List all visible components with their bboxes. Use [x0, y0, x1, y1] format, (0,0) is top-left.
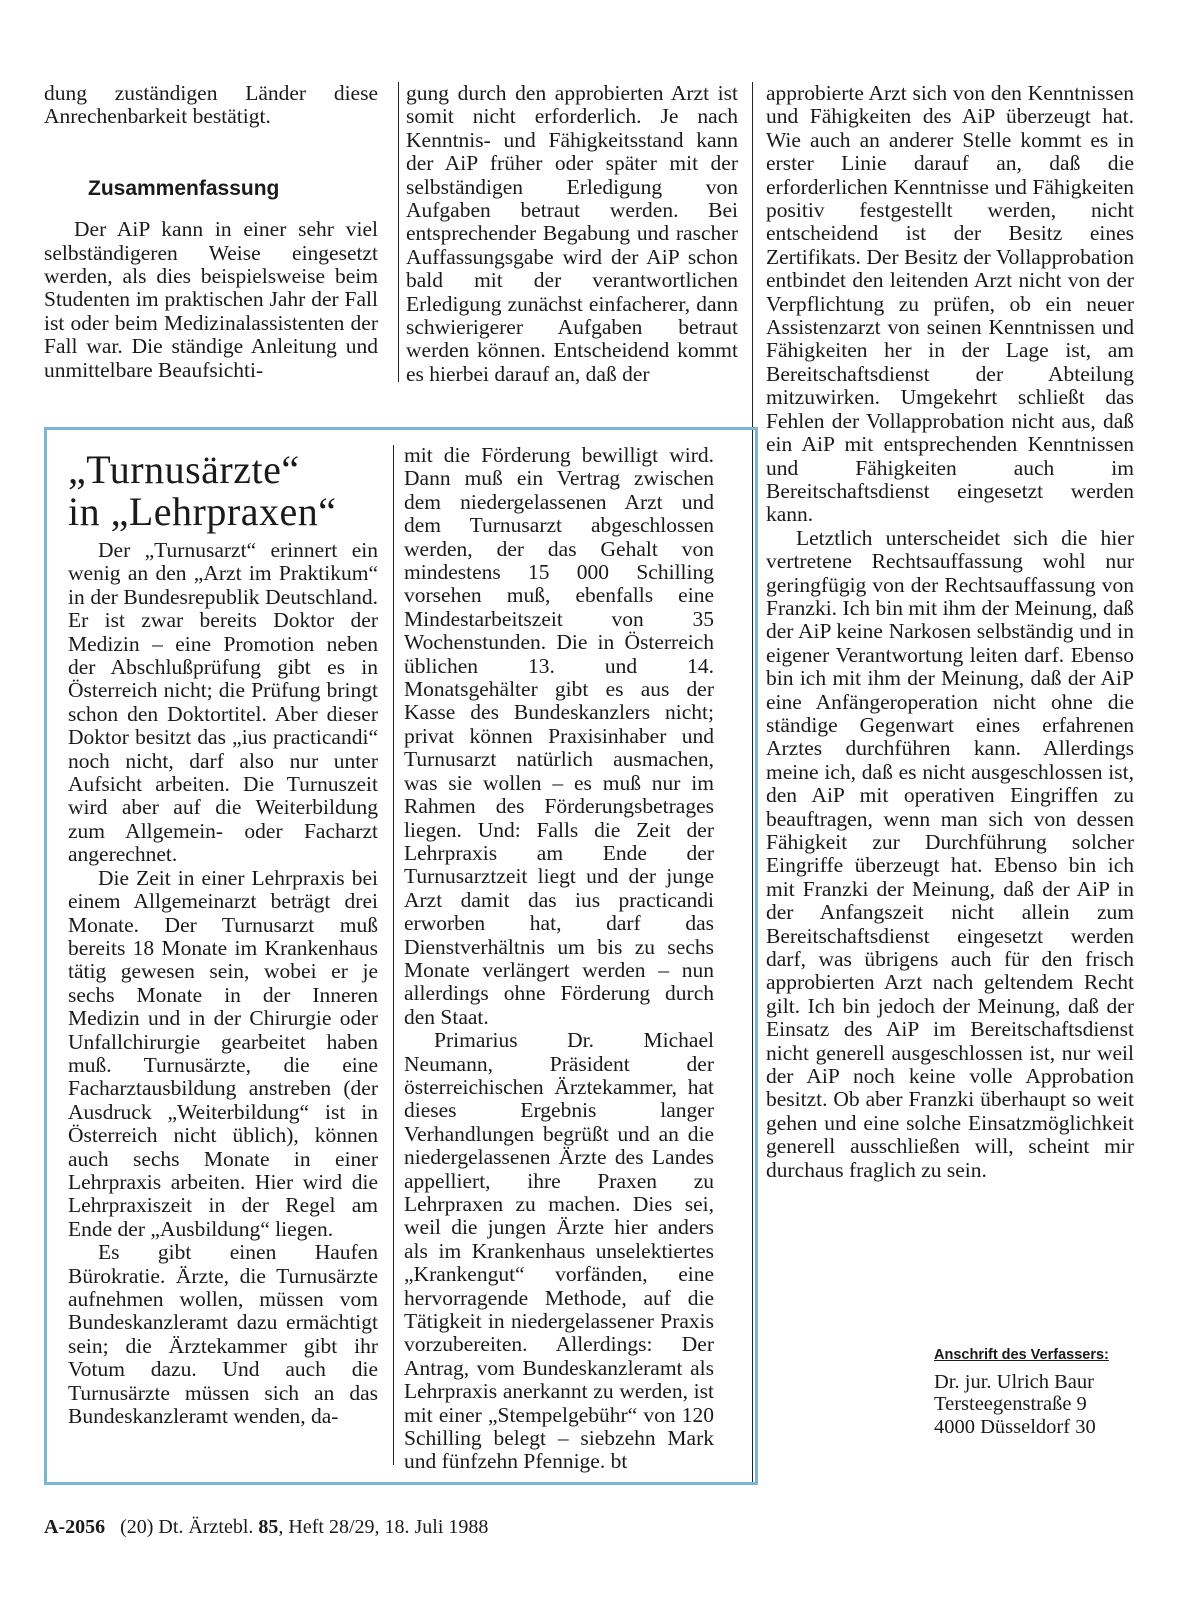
right-col [766, 82, 1134, 1182]
box-col1-para3: Es gibt einen Haufen Bürokratie. Ärzte, die Turnusärzte aufnehmen wollen, müssen vom Bundeskanzleramt dazu ermächtigt sein; die Ärztekammer gibt ihr Votum dazu. Und auch die Turnusärzte müssen sich an das Bundeskanzleramt wenden, da- [68, 1240, 378, 1429]
section-heading: Zusammenfassung [88, 176, 280, 200]
journal-issue: , Heft 28/29, 18. Juli 1988 [278, 1516, 489, 1538]
right-col-para2: Letztlich unterscheidet sich die hier vertretene Rechtsauffassung wohl nur geringfügig von der Rechtsauffassung von Franzki. Ich bin mit ihm der Meinung, daß der AiP keine Narkosen selbständig und in eigener Verantwortung leiten darf. Ebenso bin ich mit ihm der Meinung, daß der AiP eine Anfängeroperation nicht ohne die ständige Gegenwart eines erfahrenen Arztes durchführen kann. Allerdings meine ich, daß es nicht ausgeschlossen ist, den AiP mit operativen Eingriffen zu beauftragen, wenn man sich von dessen Fähigkeit zur Durchführung solcher Eingriffe überzeugt hat. Ebenso bin ich mit Franzki der Meinung, daß der AiP in der Anfangszeit nicht allein zum Bereitschaftsdienst eingesetzt werden darf, was übrigens auch für den frisch approbierten Arzt nach geltendem Recht gilt. Ich bin jedoch der Meinung, daß der Einsatz des AiP im Bereitschaftsdienst nicht generell ausgeschlossen ist, nur weil der AiP noch keine volle Approbation besitzt. Ob aber Franzki überhaupt so weit gehen und eine solche Einsatzmöglichkeit generell ausschließen will, scheint mir durchaus fraglich zu sein. [766, 525, 1134, 1182]
top-col1 [44, 82, 378, 382]
box-col2-para2: Primarius Dr. Michael Neumann, Präsident der österreichischen Ärztekammer, hat dieses Ergebnis langer Verhandlungen begrüßt und an die niedergelassenen Ärzte des Landes appelliert, ihre Praxen zu Lehrpraxen zu machen. Dies sei, weil die jungen Ärzte hier anders als im Krankenhaus unselektiertes „Krankengut“ vorfänden, eine hervorragende Methode, auf die Tätigkeit in niedergelassener Praxis vorzubereiten. Allerdings: Der Antrag, vom Bundeskanzleramt als Lehrpraxis anerkannt zu werden, ist mit einer „Stempelgebühr“ von 120 Schilling belegt – siebzehn Mark und fünfzehn Pfennige. bt [404, 1028, 714, 1474]
address-heading: Anschrift des Verfassers: [934, 1347, 1109, 1363]
box-col2 [404, 444, 714, 1474]
top-col1-intro: dung zuständigen Länder diese Anrechenbarkeit bestätigt. [44, 81, 378, 129]
right-col-para1: approbierte Arzt sich von den Kenntnissen und Fähigkeiten des AiP überzeugt hat. Wie auch an anderer Stelle kommt es in erster Linie darauf an, daß die erforderlichen Kenntnisse und Fähigkeiten positiv festgestellt werden, nicht entscheidend ist der Besitz eines Zertifikats. Der Besitz der Vollapprobation entbindet den leitenden Arzt nicht von der Verpflichtung zu prüfen, ob ein neuer Assistenzarzt von seinen Kenntnissen und Fähigkeiten her in der Lage ist, am Bereitschaftsdienst der Abteilung mitzuwirken. Umgekehrt schließt das Fehlen der Vollapprobation nicht aus, daß ein AiP mit entsprechenden Kenntnissen und Fähigkeiten auch im Bereitschaftsdienst eingesetzt werden kann. [766, 81, 1134, 527]
author-address [934, 1344, 1109, 1438]
top-col1-body: Der AiP kann in einer sehr viel selbständigeren Weise eingesetzt werden, als dies beispielsweise beim Studenten im praktischen Jahr der Fall ist oder beim Medizinalassistenten der Fall war. Die ständige Anleitung und unmittelbare Beaufsichti- [44, 217, 378, 382]
box-column-rule [393, 445, 394, 1465]
column-rule-top-left [398, 82, 399, 382]
page-number: A-2056 [44, 1516, 106, 1538]
box-title-line2: in „Lehrpraxen“ [68, 489, 337, 534]
box-col2-para1: mit die Förderung bewilligt wird. Dann muß ein Vertrag zwischen dem niedergelassenen Arzt und dem Turnusarzt abgeschlossen werden, der das Gehalt von mindestens 15 000 Schilling vorsehen muß, ebenfalls eine Mindestarbeitszeit von 35 Wochenstunden. Die in Österreich üblichen 13. und 14. Monatsgehälter gibt es aus der Kasse des Bundeskanzlers nicht; privat können Praxisinhaber und Turnusarzt natürlich ausmachen, was sie wollen – es muß nur im Rahmen des Förderungsbetrages liegen. Und: Falls die Zeit der Lehrpraxis am Ende der Turnusarztzeit liegt und der junge Arzt damit das ius practicandi erworben hat, darf das Dienstverhältnis um bis zu sechs Monate verlängert werden – nun allerdings ohne Förderung durch den Staat. [404, 443, 714, 1029]
box-col1-para1: Der „Turnusarzt“ erinnert ein wenig an den „Arzt im Praktikum“ in der Bundesrepublik Deutschland. Er ist zwar bereits Doktor der Medizin – eine Promotion neben der Abschlußprüfung gibt es in Österreich nicht; die Prüfung bringt schon den Doktortitel. Aber dieser Doktor besitzt das „ius practicandi“ noch nicht, darf also nur unter Aufsicht arbeiten. Die Turnuszeit wird aber auf die Weiterbildung zum Allgemein- oder Facharzt angerechnet. [68, 538, 378, 867]
box-title-line1: „Turnusärzte“ [68, 447, 300, 492]
page-footer [44, 1516, 488, 1539]
address-line1: Dr. jur. Ulrich Baur [934, 1370, 1094, 1393]
journal-ref: (20) Dt. Ärztebl. [120, 1516, 254, 1538]
address-line3: 4000 Düsseldorf 30 [934, 1415, 1096, 1438]
box-col1 [68, 449, 378, 1428]
top-col2-body: gung durch den approbierten Arzt ist somit nicht erforderlich. Je nach Kenntnis- und Fähigkeitsstand kann der AiP früher oder später mit der selbständigen Erledigung von Aufgaben betraut werden. Bei entsprechender Begabung und rascher Auffassungsgabe wird der AiP schon bald mit der verantwortlichen Erledigung zunächst einfacherer, dann schwierigerer Aufgaben betraut werden können. Entscheidend kommt es hierbei darauf an, daß der [406, 81, 738, 386]
top-col2 [406, 82, 738, 386]
address-line2: Tersteegenstraße 9 [934, 1393, 1087, 1415]
journal-volume: 85 [258, 1516, 279, 1538]
box-col1-para2: Die Zeit in einer Lehrpraxis bei einem Allgemeinarzt beträgt drei Monate. Der Turnusarzt muß bereits 18 Monate im Krankenhaus tätig gewesen sein, wobei er je sechs Monate in der Inneren Medizin und in der Chirurgie oder Unfallchirurgie gearbeitet haben muß. Turnusärzte, die eine Facharztausbildung anstreben (der Ausdruck „Weiterbildung“ ist in Österreich nicht üblich), können auch sechs Monate in einer Lehrpraxis arbeiten. Hier wird die Lehrpraxiszeit in der Regel am Ende der „Ausbildung“ liegen. [68, 865, 378, 1241]
